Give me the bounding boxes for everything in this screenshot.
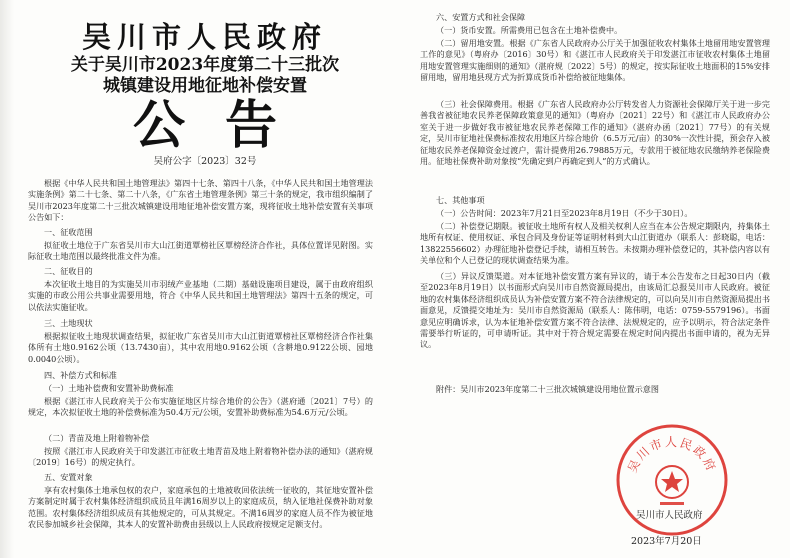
section-3-heading: 三、土地现状 [44,318,93,328]
section-1-heading: 一、征收范围 [44,227,93,237]
attachment-note: 附件：吴川市2023年度第二十三批次城镇建设用地位置示意图 [436,384,659,394]
document-number: 吴府公字〔2023〕32号 [153,156,257,167]
title-line-2: 城镇建设用地征地补偿安置 [103,76,307,96]
section-4-2-text: 按照《湛江市人民政府关于印发湛江市征收土地青苗及地上附着物补偿办法的通知》（湛府规〔2019〕16号）的规定执行。 [28,446,373,468]
issuer-heading: 吴川市人民政府 [81,20,327,54]
section-7-1-text: （一）公告时间：2023年7月21日至2023年8月19日（不少于30日）。 [436,208,693,218]
section-2-text: 本次征收土地目的为实施吴川市羽绒产业基地（二期）基础设施项目建设，属于由政府组织实施的市政公用公共事业需要用地，符合《中华人民共和国土地管理法》第四十五条的规定，可以依法实施征收。 [28,279,373,312]
section-3-text: 根据拟征收土地现状调查结果，拟征收广东省吴川市大山江街道覃榜社区覃榜经济合作社集体所有土地0.9162公顷（13.7430亩），其中农用地0.9162公顷（含耕地0.9122公顷、园地0.0040公顷）。 [28,331,373,364]
title-line-1: 关于吴川市2023年度第二十三批次 [70,55,340,75]
section-7-3-text: （三）异议反馈渠道。对本征地补偿安置方案有异议的，请于本公告发布之日起30日内（截至2023年8月19日）以书面形式向吴川市自然资源局提出，由该局汇总报吴川市人民政府。被征地的农村集体经济组织成员认为补偿安置方案不符合法律规定的，可以向吴川市自然资源局提出书面意见，反馈提交地址为：吴川市自然资源局（联系人：陈伟明，电话：0759-5579196）。书面意见应明确诉求，认为本征地补偿安置方案不符合法律、法规规定的，应予以明示，符合法定条件需要举行听证的，可申请听证。其中对于符合规定需要在规定时间内提出书面申请的，视为无异议。 [420,271,770,350]
section-4-heading: 四、补偿方式和标准 [44,370,117,380]
section-2-heading: 二、征收目的 [44,266,93,276]
section-7-heading: 七、其他事项 [436,195,485,205]
signer-name: 吴川市人民政府 [636,510,703,521]
scan-edge-shadow [0,0,14,558]
issue-date: 2023年7月20日 [631,536,702,547]
svg-text:吴川市人民政府: 吴川市人民政府 [625,434,719,475]
section-5-heading: 五、安置对象 [44,472,93,482]
section-4-1-heading: （一）土地补偿费和安置补助费标准 [44,383,174,393]
section-6-heading: 六、安置方式和社会保障 [436,12,526,22]
section-6-3-text: （三）社会保障费用。根据《广东省人民政府办公厅转发省人力资源社会保障厅关于进一步完善我省被征地农民养老保障政策意见的通知》（粤府办〔2021〕22号）和《湛江市人民政府办公室关于进一步做好我市被征地农民养老保障工作的通知》（湛府办函〔2021〕77号）的有关规定，吴川市征地社保费标准按农用地区片综合地价（6.5万元/亩）的30%一次性计提，预会存入被征地农民养老保障资金过渡户，需计提费用26.79885万元，专款用于被征地农民缴纳养老保险费用。征地社保费补助对象按“先确定到户再确定到人”的方式确认。 [420,99,770,167]
intro-paragraph: 根据《中华人民共和国土地管理法》第四十七条、第四十八条，《中华人民共和国土地管理法实施条例》第二十七条、第二十八条，《广东省土地管理条例》第三十条的规定，我市组织编制了吴川市2023年度第二十三批次城镇建设用地征地补偿安置方案，现将征收土地补偿安置有关事项公告如下： [28,178,373,223]
section-1-text: 拟征收土地位于广东省吴川市大山江街道覃榜社区覃榜经济合作社，具体位置详见附图。实际征收土地范围以最终批准文件为准。 [28,240,373,262]
section-4-1-text: 根据《湛江市人民政府关于公布实施征地区片综合地价的公告》（湛府通〔2021〕7号）的规定，本次拟征收土地的补偿费标准为50.4万元/公顷，安置补助费标准为54.6万元/公顷。 [28,396,373,418]
section-6-1-text: （一）货币安置。所需费用已包含在土地补偿费中。 [436,25,623,35]
section-4-2-heading: （二）青苗及地上附着物补偿 [44,433,150,443]
section-7-2-text: （二）补偿登记期限。被征收土地所有权人及相关权利人应当在本公告规定期限内，持集体土地所有权证、使用权证、承包合同及身份证等证明材料到大山江街道办（联系人：彭晓聪，电话：13822556602）办理征地补偿登记手续，请相互转告。未按期办理补偿登记的，其补偿内容以有关单位和个人已登记的现状调查结果为准。 [420,221,770,266]
section-6-2-text: （二）留用地安置。根据《广东省人民政府办公厅关于加强征收农村集体土地留用地安置管理工作的意见》（粤府办〔2016〕30号）和《湛江市人民政府关于印发湛江市征收农村集体土地留用地安置管理实施细则的通知》（湛府规〔2022〕5号）的规定，按实际征收土地面积的15%安排留用地，留用地县现方式为折算成货币补偿给被征地集体。 [420,38,770,83]
title-big: 公告 [132,95,317,156]
section-5-text: 享有农村集体土地承包权的农户，家庭承包的土地被收回依法统一征收的，其征地安置补偿方案制定时属于农村集体经济组织成员且年满16周岁以上的家庭成员，纳入征地社保费补助对象范围。农村集体经济组织成员有其他规定的，可从其规定。不满16周岁的家庭人员不作为被征地农民参加城乡社会保障，其本人的安置补助费由县级以上人民政府按规定足额支付。 [28,485,373,530]
